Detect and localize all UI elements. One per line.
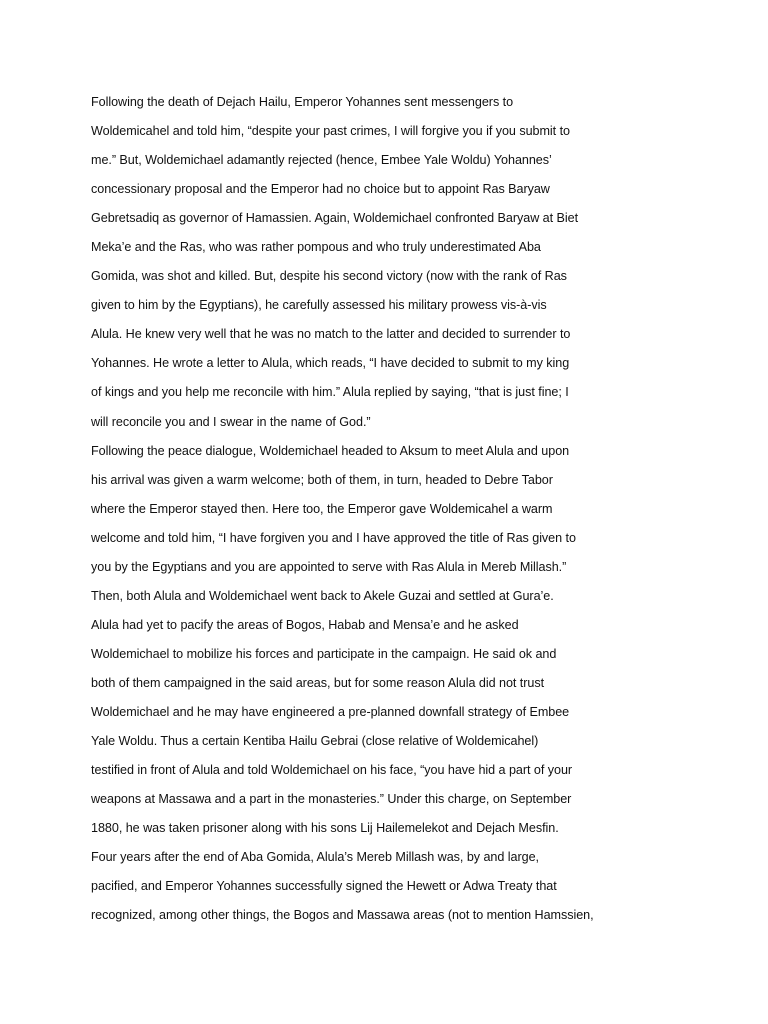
text-line: both of them campaigned in the said areas, but for some reason Alula did not trust bbox=[91, 675, 545, 690]
text-line: you by the Egyptians and you are appointed to serve with Ras Alula in Mereb Millash.” bbox=[91, 559, 567, 574]
text-line: welcome and told him, “I have forgiven you and I have approved the title of Ras given to bbox=[91, 530, 576, 545]
text-line: Then, both Alula and Woldemichael went back to Akele Guzai and settled at Gura’e. bbox=[91, 588, 554, 603]
text-line: testified in front of Alula and told Woldemichael on his face, “you have hid a part of your bbox=[91, 763, 573, 778]
text-line: concessionary proposal and the Emperor had no choice but to appoint Ras Baryaw bbox=[91, 182, 550, 197]
text-line: Following the peace dialogue, Woldemichael headed to Aksum to meet Alula and upon bbox=[91, 443, 570, 458]
text-line: Alula had yet to pacify the areas of Bogos, Habab and Mensa’e and he asked bbox=[91, 617, 519, 632]
text-line: his arrival was given a warm welcome; both of them, in turn, headed to Debre Tabor bbox=[91, 472, 553, 487]
text-line: pacified, and Emperor Yohannes successfully signed the Hewett or Adwa Treaty that bbox=[91, 879, 557, 894]
text-line: me.” But, Woldemichael adamantly rejected (hence, Embee Yale Woldu) Yohannes’ bbox=[91, 153, 552, 168]
text-line: 1880, he was taken prisoner along with his sons Lij Hailemelekot and Dejach Mesfin. bbox=[91, 821, 559, 836]
text-line: weapons at Massawa and a part in the monasteries.” Under this charge, on September bbox=[91, 792, 572, 807]
text-line: Meka’e and the Ras, who was rather pompous and who truly underestimated Aba bbox=[91, 240, 541, 255]
text-line: Four years after the end of Aba Gomida, Alula’s Mereb Millash was, by and large, bbox=[91, 850, 539, 865]
text-line: Following the death of Dejach Hailu, Emperor Yohannes sent messengers to bbox=[91, 95, 514, 109]
text-line: recognized, among other things, the Bogos and Massawa areas (not to mention Hamssien, bbox=[91, 908, 594, 923]
text-line: Woldemicahel and told him, “despite your past crimes, I will forgive you if you submit to bbox=[91, 124, 570, 139]
text-line: Gebretsadiq as governor of Hamassien. Again, Woldemichael confronted Baryaw at Biet bbox=[91, 211, 579, 226]
text-line: Yale Woldu. Thus a certain Kentiba Hailu Gebrai (close relative of Woldemicahel) bbox=[91, 734, 539, 749]
body-text bbox=[91, 88, 611, 930]
text-line: given to him by the Egyptians), he carefully assessed his military prowess vis-à-vis bbox=[91, 298, 547, 313]
text-line: of kings and you help me reconcile with him.” Alula replied by saying, “that is just fine; I bbox=[91, 385, 569, 400]
text-line: Gomida, was shot and killed. But, despite his second victory (now with the rank of Ras bbox=[91, 269, 567, 284]
text-line: Woldemichael to mobilize his forces and participate in the campaign. He said ok and bbox=[91, 646, 557, 661]
text-line: will reconcile you and I swear in the name of God.” bbox=[91, 414, 371, 429]
text-line: Yohannes. He wrote a letter to Alula, which reads, “I have decided to submit to my king bbox=[91, 356, 570, 371]
text-line: where the Emperor stayed then. Here too, the Emperor gave Woldemicahel a warm bbox=[91, 501, 553, 516]
text-line: Alula. He knew very well that he was no match to the latter and decided to surrender to bbox=[91, 327, 571, 342]
text-line: Woldemichael and he may have engineered a pre-planned downfall strategy of Embee bbox=[91, 704, 570, 719]
